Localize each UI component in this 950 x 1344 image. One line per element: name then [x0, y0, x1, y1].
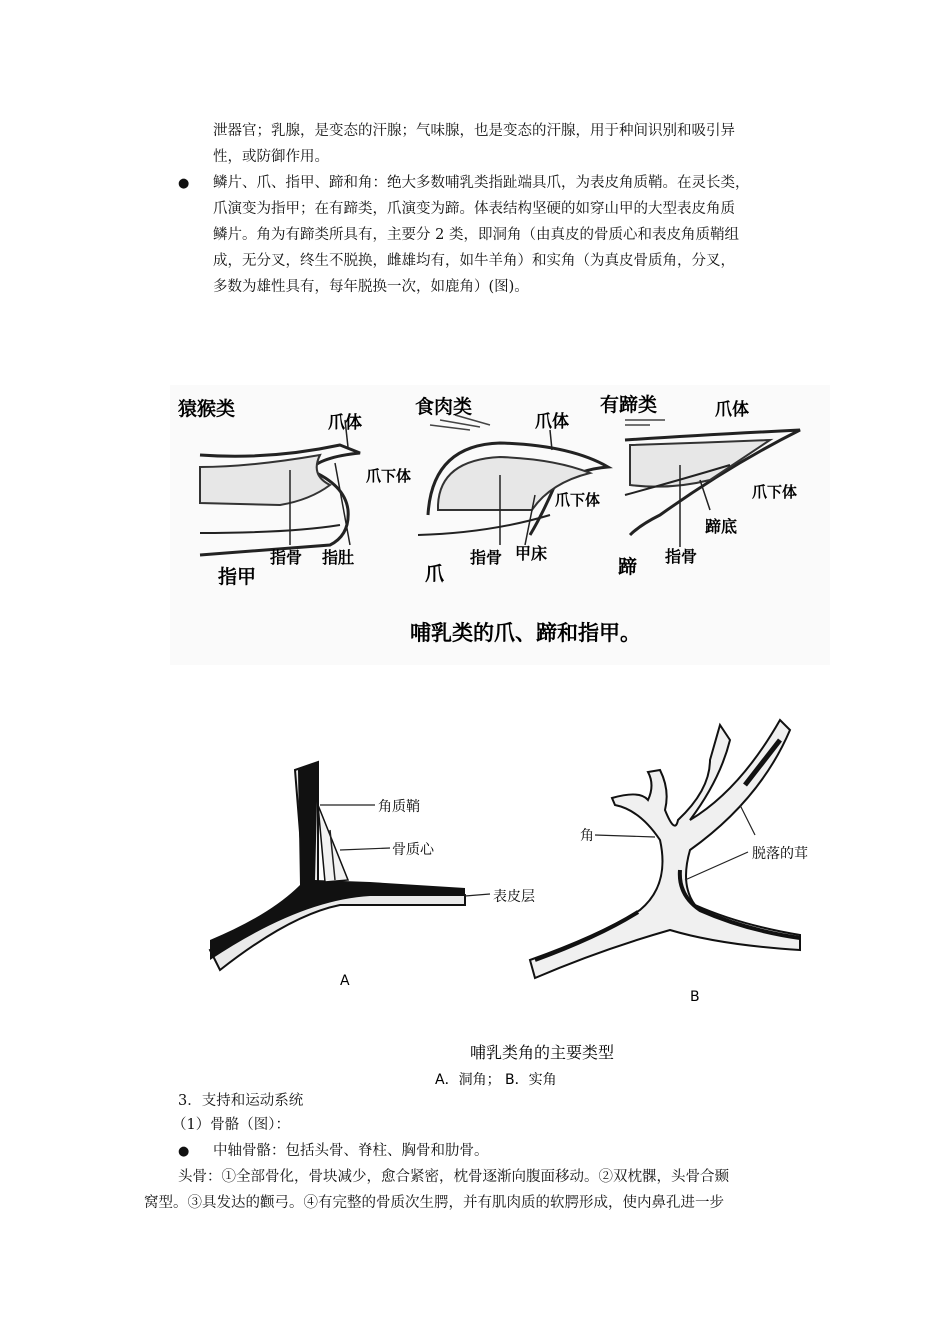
skull-line-1: 头骨：①全部骨化，骨块减少，愈合紧密，枕骨逐渐向腹面移动。②双枕髁，头骨合颞 [178, 1169, 729, 1185]
paragraph-scales-line-4: 成，无分叉，终生不脱换，雌雄均有，如牛羊角）和实角（为真皮骨质角，分叉， [213, 253, 735, 269]
skull-line-2: 窝型。③具发达的颧弓。④有完整的骨质次生腭，并有肌肉质的软腭形成，使内鼻孔进一步 [144, 1195, 724, 1211]
primate-under-label: 爪下体 [366, 467, 412, 485]
carnivore-name-label: 爪 [425, 563, 445, 585]
velvet-label: 脱落的茸 [752, 846, 808, 862]
bullet-icon: ● [178, 1144, 190, 1159]
figure2-caption: 哺乳类角的主要类型 [470, 1043, 615, 1062]
axial-skeleton-line: 中轴骨骼：包括头骨、脊柱、胸骨和肋骨。 [213, 1143, 489, 1159]
bone-core-label: 骨质心 [392, 842, 434, 858]
label-a: A [340, 973, 350, 989]
figure1-caption: 哺乳类的爪、蹄和指甲。 [410, 621, 641, 645]
horn-label: 角 [580, 828, 594, 844]
subsection-heading: （1）骨骼（图）： [172, 1117, 290, 1133]
paragraph-scales-line-2: 爪演变为指甲；在有蹄类，爪演变为蹄。体表结构坚硬的如穿山甲的大型表皮角质 [213, 201, 735, 217]
carnivore-title: 食肉类 [415, 396, 473, 418]
hollow-horn-diagram [210, 762, 535, 989]
primate-name-label: 指甲 [218, 566, 257, 588]
solid-antler-diagram [530, 720, 808, 1005]
paragraph-glands-line-2: 性，或防御作用。 [213, 149, 329, 165]
ungulate-under-label: 爪下体 [752, 483, 798, 501]
label-b: B [690, 989, 700, 1005]
paragraph-scales-line-1: 鳞片、爪、指甲、蹄和角：绝大多数哺乳类指趾端具爪，为表皮角质鞘。在灵长类， [213, 175, 750, 191]
carnivore-body-label: 爪体 [535, 412, 569, 432]
primate-title: 猿猴类 [178, 398, 236, 420]
carnivore-under-label: 爪下体 [555, 491, 601, 509]
sheath-label: 角质鞘 [378, 799, 420, 815]
carnivore-bone-label: 指骨 [470, 548, 503, 567]
epidermis-label: 表皮层 [493, 889, 535, 905]
ungulate-title: 有蹄类 [600, 394, 658, 416]
carnivore-bed-label: 甲床 [515, 544, 548, 563]
ungulate-body-label: 爪体 [715, 400, 749, 420]
primate-body-label: 爪体 [328, 413, 362, 433]
ungulate-sole-label: 蹄底 [705, 517, 738, 536]
section-heading: 3．支持和运动系统 [178, 1093, 304, 1109]
ungulate-name-label: 蹄 [618, 556, 638, 578]
claw-hoof-nail-figure [170, 385, 830, 665]
primate-pad-label: 指肚 [322, 548, 355, 567]
paragraph-glands-line-1: 泄器官；乳腺，是变态的汗腺；气味腺，也是变态的汗腺，用于种间识别和吸引异 [213, 123, 735, 139]
ungulate-bone-label: 指骨 [665, 547, 698, 566]
figure2-subcaption: A．洞角； B．实角 [435, 1072, 557, 1088]
primate-bone-label: 指骨 [270, 548, 303, 567]
paragraph-scales-line-5: 多数为雄性具有，每年脱换一次，如鹿角）(图)。 [213, 279, 529, 295]
horn-types-figure [200, 710, 820, 1100]
bullet-icon: ● [178, 176, 190, 191]
paragraph-scales-line-3: 鳞片。角为有蹄类所具有，主要分 2 类，即洞角（由真皮的骨质心和表皮角质鞘组 [213, 227, 739, 243]
